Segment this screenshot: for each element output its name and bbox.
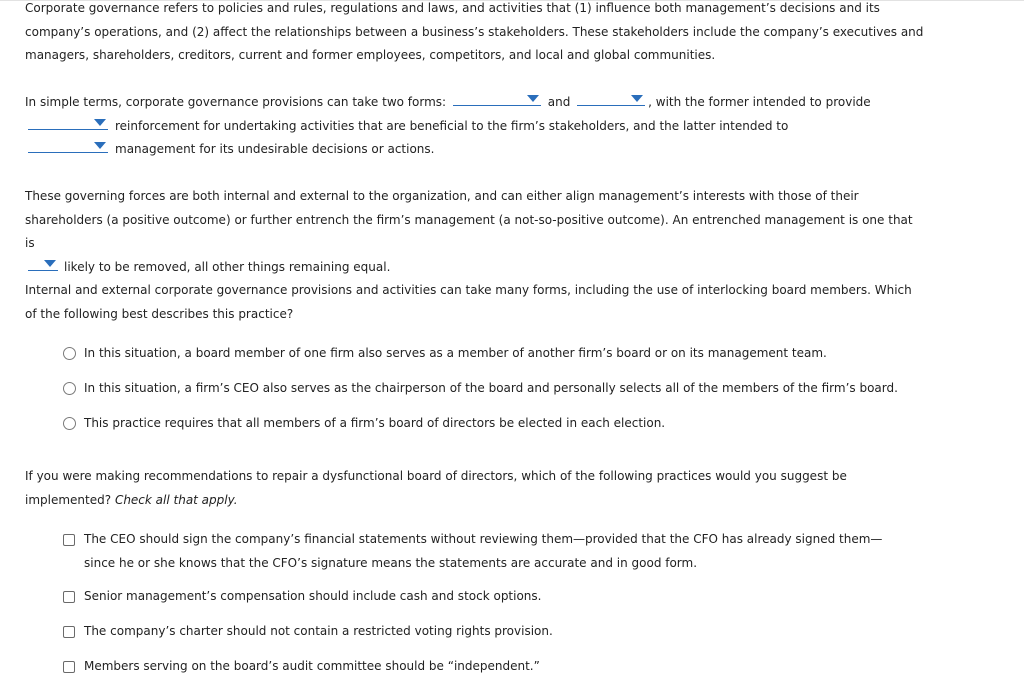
former-intent-dropdown[interactable]	[28, 115, 108, 130]
chevron-down-icon	[94, 119, 106, 126]
question1-option-1[interactable]	[63, 342, 904, 366]
question1-option-2[interactable]	[63, 377, 904, 401]
entrenchment-paragraph	[25, 185, 925, 279]
option-label: In this situation, a firm’s CEO also serves as the chairperson of the board and personally selects all of the members of the firm’s board.	[84, 381, 898, 395]
question2-option-2[interactable]	[63, 585, 904, 609]
chevron-down-icon	[94, 142, 106, 149]
radio-button[interactable]	[63, 417, 76, 430]
second-form-dropdown[interactable]	[577, 91, 645, 106]
option-label: The company’s charter should not contain a restricted voting rights provision.	[84, 624, 553, 638]
governance-forms-paragraph	[25, 91, 925, 162]
forms-text-1: In simple terms, corporate governance provisions can take two forms:	[25, 95, 447, 109]
option-label: Senior management’s compensation should include cash and stock options.	[84, 589, 542, 603]
entrenchment-text-after: likely to be removed, all other things remaining equal.	[64, 259, 391, 274]
checkbox[interactable]	[63, 626, 75, 638]
checkbox[interactable]	[63, 591, 75, 603]
question2-prompt	[25, 465, 925, 512]
forms-text-4: reinforcement for undertaking activities that are beneficial to the firm’s stakeholders, and the latter intended to	[115, 118, 789, 133]
first-form-dropdown[interactable]	[453, 91, 541, 106]
question2-prompt-text: If you were making recommendations to repair a dysfunctional board of directors, which of the following practices would you suggest be implemented?	[25, 469, 847, 507]
forms-text-2: and	[547, 95, 571, 109]
question2-option-3[interactable]	[63, 620, 904, 644]
question1-prompt: Internal and external corporate governance provisions and activities can take many forms, including the use of interlocking board members. Which of the following best describes this practice?	[25, 283, 912, 321]
question2-instruction: Check all that apply.	[114, 492, 238, 507]
question2-option-1[interactable]	[63, 528, 904, 575]
question2-option-4[interactable]	[63, 655, 904, 679]
radio-button[interactable]	[63, 347, 76, 360]
forms-text-3: , with the former intended to provide	[648, 95, 871, 109]
intro-paragraph: Corporate governance refers to policies and rules, regulations and laws, and activities that (1) influence both management’s decisions and its company’s operations, and (2) affect the relationships between a business’s stakeholders. These stakeholders include the company’s executives and managers, shareholders, creditors, current and former employees, competitors, and local and global communities.	[25, 1, 924, 62]
radio-button[interactable]	[63, 382, 76, 395]
chevron-down-icon	[44, 260, 56, 267]
checkbox[interactable]	[63, 534, 75, 546]
option-label: In this situation, a board member of one firm also serves as a member of another firm’s board or on its management team.	[84, 346, 827, 360]
option-label: The CEO should sign the company’s financial statements without reviewing them—provided that the CFO has already signed them—since he or she knows that the CFO’s signature means the statements are accurate and in good form.	[84, 532, 883, 570]
checkbox[interactable]	[63, 661, 75, 673]
chevron-down-icon	[527, 95, 539, 102]
entrenched-likelihood-dropdown[interactable]	[28, 256, 58, 271]
question1-option-3[interactable]	[63, 412, 904, 436]
option-label: This practice requires that all members of a firm’s board of directors be elected in each election.	[84, 416, 666, 430]
latter-intent-dropdown[interactable]	[28, 138, 108, 153]
forms-text-5: management for its undesirable decisions or actions.	[115, 142, 435, 156]
chevron-down-icon	[631, 95, 643, 102]
entrenchment-text: These governing forces are both internal and external to the organization, and can either align management’s interests with those of their shareholders (a positive outcome) or further entrench the firm’s management (a not-so-positive outcome). An entrenched management is one that is	[25, 189, 913, 250]
option-label: Members serving on the board’s audit committee should be “independent.”	[84, 659, 540, 673]
